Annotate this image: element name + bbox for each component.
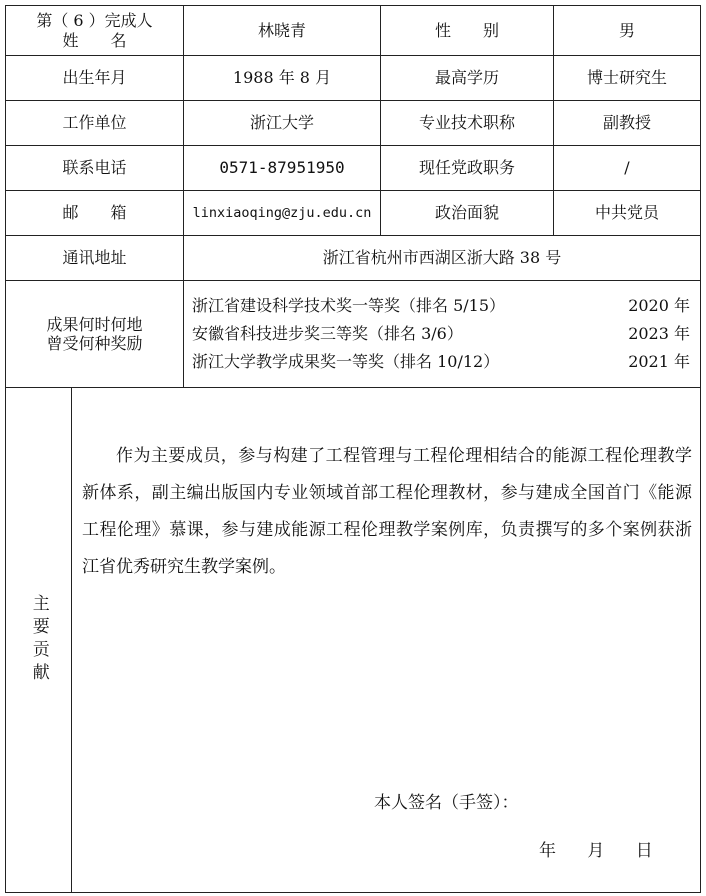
value-work-unit: 浙江大学 — [184, 101, 381, 146]
value-title: 副教授 — [554, 101, 701, 146]
label-gender: 性 别 — [381, 6, 554, 56]
contribution-text: 作为主要成员，参与构建了工程管理与工程伦理相结合的能源工程伦理教学新体系，副主编出版国内专业领域首部工程伦理教材，参与建成全国首门《能源工程伦理》慕课，参与建成能源工程伦理教学案例库，负责撰写的多个案例获浙江省优秀研究生教学案例。 — [82, 446, 692, 577]
value-name: 林晓青 — [184, 6, 381, 56]
award-year: 2020 年 — [628, 296, 690, 315]
row-awards — [6, 281, 701, 388]
award-year: 2023 年 — [628, 324, 690, 343]
value-position: / — [554, 146, 701, 191]
label-name-line2: 姓 名 — [62, 30, 127, 50]
value-address: 浙江省杭州市西湖区浙大路 38 号 — [184, 236, 701, 281]
label-awards-line1: 成果何时何地 — [46, 314, 143, 334]
row-birth — [6, 56, 701, 101]
value-birth: 1988 年 8 月 — [184, 56, 381, 101]
contribution-section — [6, 388, 701, 893]
value-education: 博士研究生 — [554, 56, 701, 101]
award-item — [192, 348, 690, 376]
value-phone: 0571-87951950 — [184, 146, 381, 191]
value-political: 中共党员 — [554, 191, 701, 236]
label-name — [6, 6, 184, 56]
award-name: 浙江大学教学成果奖一等奖（排名 10/12） — [192, 352, 500, 371]
label-work-unit: 工作单位 — [6, 101, 184, 146]
award-item — [192, 320, 690, 348]
label-address: 通讯地址 — [6, 236, 184, 281]
label-contribution-text: 主要贡献 — [28, 594, 49, 686]
label-name-line1: 第（ 6 ）完成人 — [36, 11, 153, 31]
personal-info-form — [5, 5, 701, 893]
label-phone: 联系电话 — [6, 146, 184, 191]
row-name — [6, 6, 701, 56]
label-birth: 出生年月 — [6, 56, 184, 101]
label-title: 专业技术职称 — [381, 101, 554, 146]
date-line: 年 月 日 — [539, 841, 653, 861]
row-email — [6, 191, 701, 236]
row-address — [6, 236, 701, 281]
label-education: 最高学历 — [381, 56, 554, 101]
row-work — [6, 101, 701, 146]
label-awards-line2: 曾受何种奖励 — [46, 334, 143, 353]
label-email: 邮 箱 — [6, 191, 184, 236]
awards-list — [184, 281, 701, 388]
award-item — [192, 292, 690, 320]
signature-label: 本人签名（手签）： — [374, 793, 519, 813]
award-name: 安徽省科技进步奖三等奖（排名 3/6） — [192, 324, 463, 343]
label-awards — [6, 281, 184, 388]
row-phone — [6, 146, 701, 191]
value-gender: 男 — [554, 6, 701, 56]
value-email: linxiaoqing@zju.edu.cn — [184, 191, 381, 236]
label-contribution — [6, 388, 72, 892]
label-position: 现任党政职务 — [381, 146, 554, 191]
label-political: 政治面貌 — [381, 191, 554, 236]
award-year: 2021 年 — [628, 352, 690, 371]
award-name: 浙江省建设科学技术奖一等奖（排名 5/15） — [192, 296, 506, 315]
row-contribution — [6, 388, 701, 893]
